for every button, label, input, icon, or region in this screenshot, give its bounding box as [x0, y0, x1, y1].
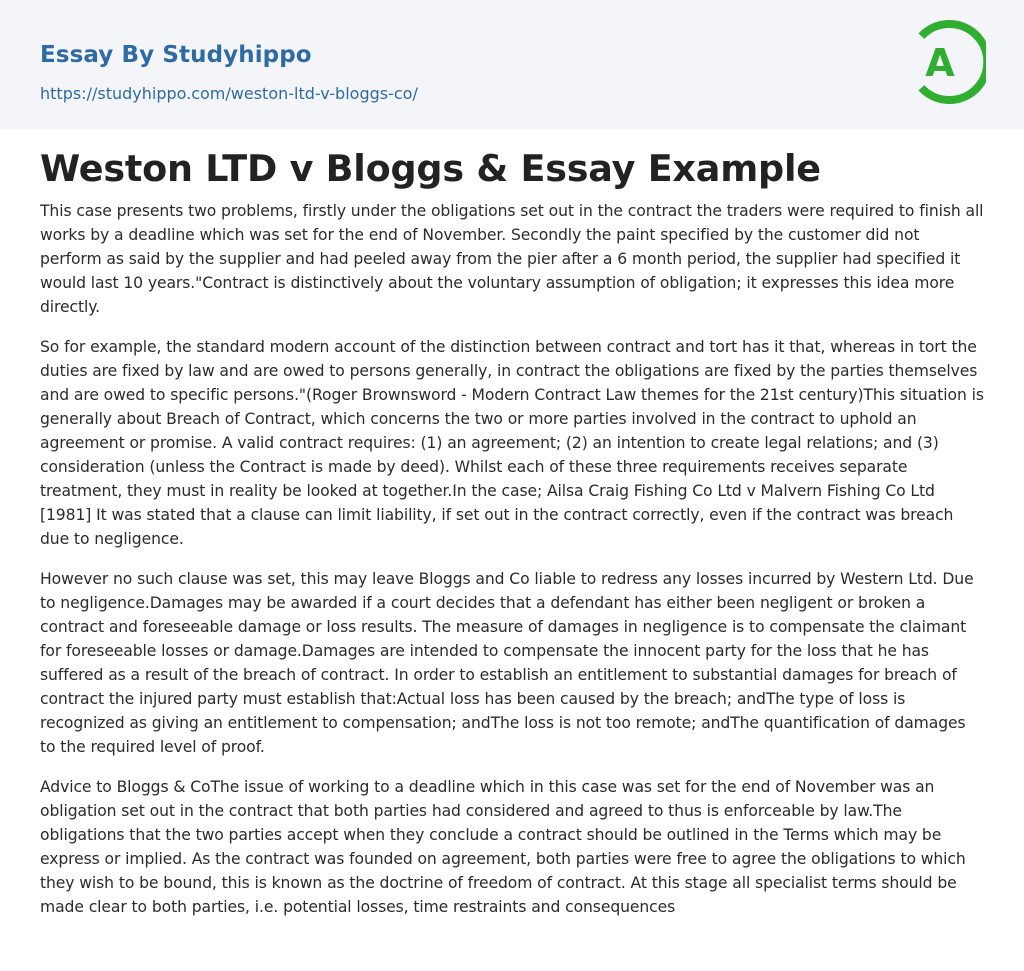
brand-title: Essay By Studyhippo — [40, 42, 312, 68]
article-paragraph: So for example, the standard modern account of the distinction between contract and tort has it that, whereas in tort the duties are fixed by law and are owed to persons generally, in contract the obligations are fixed by the parties themselves and are owed to specific persons."(Roger Brownsword - Modern Contract Law themes for the 21st century)This situation is generally about Breach of Contract, which concerns the two or more parties involved in the contract to uphold an agreement or promise. A valid contract requires: (1) an agreement; (2) an intention to create legal relations; and (3) consideration (unless the Contract is made by deed). Whilst each of these three requirements receives separate treatment, they must in reality be looked at together.In the case; Ailsa Craig Fishing Co Ltd v Malvern Fishing Co Ltd [1981] It was stated that a clause can limit liability, if set out in the contract correctly, even if the contract was breach due to negligence. — [40, 338, 984, 548]
article-title: Weston LTD v Bloggs & Essay Example — [40, 147, 821, 190]
article-body — [0, 129, 1024, 919]
logo-letter: A — [925, 41, 955, 85]
article-paragraph: This case presents two problems, firstly under the obligations set out in the contract the traders were required to finish all works by a deadline which was set for the end of November. Secondly the paint specified by the customer did not perform as said by the supplier and had peeled away from the pier after a 6 month period, the supplier had specified it would last 10 years."Contract is distinctively about the voluntary assumption of obligation; it expresses this idea more directly. — [40, 202, 984, 316]
article-paragraph: However no such clause was set, this may leave Bloggs and Co liable to redress any losses incurred by Western Ltd. Due to negligence.Damages may be awarded if a court decides that a defendant has either been negligent or broken a contract and foreseeable damage or loss results. The measure of damages in negligence is to compensate the claimant for foreseeable losses or damage.Damages are intended to compensate the innocent party for the loss that he has suffered as a result of the breach of contract. In order to establish an entitlement to substantial damages for breach of contract the injured party must establish that:Actual loss has been caused by the breach; andThe type of loss is recognized as giving an entitlement to compensation; andThe loss is not too remote; andThe quantification of damages to the required level of proof. — [40, 570, 974, 756]
studyhippo-logo — [912, 19, 986, 105]
page-header — [0, 0, 1024, 129]
article-paragraph: Advice to Bloggs & CoThe issue of working to a deadline which in this case was set for the end of November was an obligation set out in the contract that both parties had considered and agreed to thus is enforceable by law.The obligations that the two parties accept when they conclude a contract should be outlined in the Terms which may be express or implied. As the contract was founded on agreement, both parties were free to agree the obligations to which they wish to be bound, this is known as the doctrine of freedom of contract. At this stage all specialist terms should be made clear to both parties, i.e. potential losses, time restraints and consequences — [40, 778, 966, 916]
source-url-link[interactable]: https://studyhippo.com/weston-ltd-v-bloggs-co/ — [40, 84, 418, 103]
